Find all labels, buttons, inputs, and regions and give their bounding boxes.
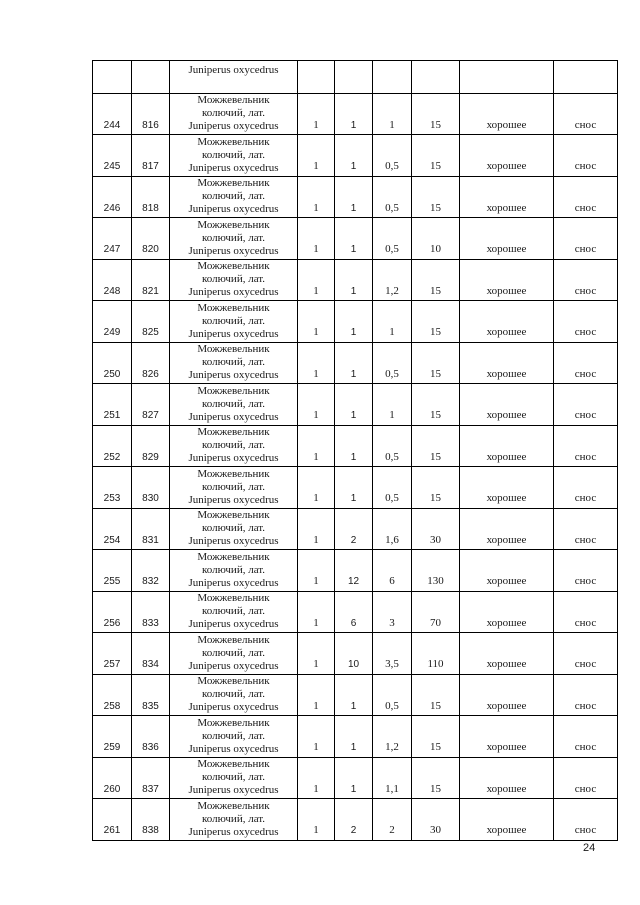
row-number-cell: 251 <box>93 384 132 426</box>
action-cell: снос <box>554 301 618 343</box>
action-cell: снос <box>554 716 618 758</box>
height-cell: 1,6 <box>373 508 412 550</box>
species-name-line: Juniperus oxycedrus <box>188 410 279 423</box>
row-number-cell: 261 <box>93 799 132 841</box>
diameter-cell: 130 <box>412 550 460 592</box>
inventory-table <box>92 60 618 841</box>
tree-id-cell: 833 <box>132 591 170 633</box>
species-name-line: Можжевельник <box>197 592 270 604</box>
species-name-line: колючий, лат. <box>201 812 266 825</box>
species-name-cell <box>170 425 298 467</box>
height-cell: 1 <box>373 94 412 135</box>
species-name-cell <box>170 218 298 260</box>
row-number-cell: 245 <box>93 135 132 177</box>
species-name-line: колючий, лат. <box>201 397 266 410</box>
height-cell: 1 <box>373 301 412 343</box>
action-cell: снос <box>554 633 618 675</box>
height-cell <box>373 61 412 94</box>
tree-id-cell: 821 <box>132 259 170 301</box>
action-cell: снос <box>554 135 618 177</box>
tree-id-cell: 820 <box>132 218 170 260</box>
row-number-cell: 259 <box>93 716 132 758</box>
row-number-cell: 258 <box>93 674 132 716</box>
species-name-line: Juniperus oxycedrus <box>188 576 279 589</box>
trunks-cell: 10 <box>335 633 373 675</box>
inventory-table-body <box>93 61 618 841</box>
tree-id-cell: 834 <box>132 633 170 675</box>
diameter-cell: 110 <box>412 633 460 675</box>
row-number-cell: 255 <box>93 550 132 592</box>
species-name-line: Juniperus oxycedrus <box>188 535 279 547</box>
species-name-cell <box>170 342 298 384</box>
species-name-line: Можжевельник <box>197 94 270 106</box>
tree-id-cell: 837 <box>132 757 170 799</box>
species-name-cell <box>170 674 298 716</box>
diameter-cell: 15 <box>412 384 460 426</box>
species-name-line: Juniperus oxycedrus <box>188 369 279 381</box>
species-name-line: Можжевельник <box>197 758 270 770</box>
species-name-cell <box>170 135 298 177</box>
table-row <box>93 301 618 343</box>
diameter-cell: 15 <box>412 301 460 343</box>
height-cell: 1,1 <box>373 757 412 799</box>
count-cell: 1 <box>298 135 335 177</box>
trunks-cell: 1 <box>335 342 373 384</box>
species-name-line: Juniperus oxycedrus <box>188 825 279 838</box>
species-name-line: колючий, лат. <box>201 688 266 700</box>
species-name-cell <box>170 799 298 841</box>
row-number-cell: 246 <box>93 176 132 218</box>
table-row <box>93 176 618 218</box>
species-name-line: Можжевельник <box>197 343 270 355</box>
species-name-line: Можжевельник <box>197 218 270 231</box>
trunks-cell: 1 <box>335 259 373 301</box>
species-name-line: Juniperus oxycedrus <box>188 618 279 630</box>
diameter-cell: 15 <box>412 425 460 467</box>
count-cell: 1 <box>298 716 335 758</box>
condition-cell: хорошее <box>460 633 554 675</box>
row-number-cell: 253 <box>93 467 132 509</box>
trunks-cell: 1 <box>335 176 373 218</box>
count-cell: 1 <box>298 176 335 218</box>
tree-id-cell: 829 <box>132 425 170 467</box>
table-row <box>93 757 618 799</box>
species-name-line: Можжевельник <box>197 509 270 521</box>
table-row <box>93 674 618 716</box>
species-name-line: Juniperus oxycedrus <box>188 286 279 298</box>
tree-id-cell: 825 <box>132 301 170 343</box>
species-name-line: Можжевельник <box>197 135 270 148</box>
species-name-cell <box>170 508 298 550</box>
count-cell: 1 <box>298 259 335 301</box>
tree-id-cell: 836 <box>132 716 170 758</box>
diameter-cell: 15 <box>412 757 460 799</box>
height-cell: 1 <box>373 384 412 426</box>
tree-id-cell: 826 <box>132 342 170 384</box>
count-cell: 1 <box>298 218 335 260</box>
condition-cell: хорошее <box>460 674 554 716</box>
species-name-line: Можжевельник <box>197 260 270 272</box>
table-row <box>93 716 618 758</box>
page-number: 24 <box>583 842 596 854</box>
table-row <box>93 342 618 384</box>
condition-cell: хорошее <box>460 716 554 758</box>
condition-cell: хорошее <box>460 550 554 592</box>
condition-cell: хорошее <box>460 94 554 135</box>
species-name-line: Juniperus oxycedrus <box>188 701 279 713</box>
species-name-line: Juniperus oxycedrus <box>188 120 279 132</box>
condition-cell: хорошее <box>460 425 554 467</box>
species-name-line: Juniperus oxycedrus <box>188 203 279 215</box>
table-row <box>93 218 618 260</box>
species-name-line: Juniperus oxycedrus <box>188 161 279 174</box>
condition-cell: хорошее <box>460 176 554 218</box>
species-name-cell <box>170 757 298 799</box>
count-cell: 1 <box>298 550 335 592</box>
condition-cell: хорошее <box>460 757 554 799</box>
count-cell: 1 <box>298 425 335 467</box>
count-cell: 1 <box>298 591 335 633</box>
row-number-cell: 248 <box>93 259 132 301</box>
species-name-line: колючий, лат. <box>201 771 266 783</box>
action-cell: снос <box>554 384 618 426</box>
table-row <box>93 61 618 94</box>
action-cell: снос <box>554 508 618 550</box>
species-name-cell <box>170 633 298 675</box>
row-number-cell: 257 <box>93 633 132 675</box>
count-cell: 1 <box>298 799 335 841</box>
height-cell: 0,5 <box>373 467 412 509</box>
trunks-cell: 1 <box>335 301 373 343</box>
action-cell: снос <box>554 550 618 592</box>
diameter-cell: 15 <box>412 259 460 301</box>
action-cell: снос <box>554 218 618 260</box>
diameter-cell <box>412 61 460 94</box>
height-cell: 0,5 <box>373 425 412 467</box>
count-cell: 1 <box>298 508 335 550</box>
diameter-cell: 70 <box>412 591 460 633</box>
table-row <box>93 591 618 633</box>
species-name-line: Juniperus oxycedrus <box>188 493 279 506</box>
count-cell: 1 <box>298 94 335 135</box>
species-name-line: Можжевельник <box>197 426 270 438</box>
species-name-line: Можжевельник <box>197 384 270 397</box>
tree-id-cell: 827 <box>132 384 170 426</box>
species-name-line: колючий, лат. <box>201 729 266 742</box>
action-cell: снос <box>554 425 618 467</box>
trunks-cell: 1 <box>335 94 373 135</box>
count-cell: 1 <box>298 384 335 426</box>
species-name-cell <box>170 176 298 218</box>
row-number-cell: 247 <box>93 218 132 260</box>
trunks-cell: 2 <box>335 799 373 841</box>
tree-id-cell <box>132 61 170 94</box>
condition-cell: хорошее <box>460 218 554 260</box>
table-row <box>93 425 618 467</box>
height-cell: 0,5 <box>373 218 412 260</box>
condition-cell: хорошее <box>460 591 554 633</box>
count-cell: 1 <box>298 467 335 509</box>
species-name-line: колючий, лат. <box>201 190 266 202</box>
species-name-cell <box>170 550 298 592</box>
action-cell: снос <box>554 259 618 301</box>
tree-id-cell: 831 <box>132 508 170 550</box>
height-cell: 0,5 <box>373 674 412 716</box>
species-name-cell <box>170 259 298 301</box>
species-name-line: колючий, лат. <box>201 273 266 285</box>
count-cell <box>298 61 335 94</box>
species-name-line: Можжевельник <box>197 716 270 729</box>
species-name-line: колючий, лат. <box>201 522 266 534</box>
trunks-cell: 1 <box>335 467 373 509</box>
diameter-cell: 30 <box>412 799 460 841</box>
action-cell: снос <box>554 176 618 218</box>
height-cell: 0,5 <box>373 342 412 384</box>
height-cell: 3 <box>373 591 412 633</box>
diameter-cell: 15 <box>412 342 460 384</box>
condition-cell: хорошее <box>460 467 554 509</box>
species-name-line: колючий, лат. <box>201 439 266 451</box>
action-cell <box>554 61 618 94</box>
species-name-line: колючий, лат. <box>201 480 266 493</box>
row-number-cell: 254 <box>93 508 132 550</box>
diameter-cell: 15 <box>412 135 460 177</box>
species-name-line: Juniperus oxycedrus <box>188 327 279 340</box>
table-row <box>93 259 618 301</box>
species-name-cell <box>170 94 298 135</box>
tree-id-cell: 816 <box>132 94 170 135</box>
height-cell: 6 <box>373 550 412 592</box>
action-cell: снос <box>554 757 618 799</box>
trunks-cell: 1 <box>335 716 373 758</box>
trunks-cell: 2 <box>335 508 373 550</box>
row-number-cell: 250 <box>93 342 132 384</box>
species-name-cell <box>170 301 298 343</box>
trunks-cell: 1 <box>335 674 373 716</box>
count-cell: 1 <box>298 674 335 716</box>
species-name-line: Juniperus oxycedrus <box>188 784 279 796</box>
row-number-cell: 244 <box>93 94 132 135</box>
table-row <box>93 633 618 675</box>
table-row <box>93 508 618 550</box>
tree-id-cell: 817 <box>132 135 170 177</box>
diameter-cell: 15 <box>412 176 460 218</box>
diameter-cell: 15 <box>412 716 460 758</box>
count-cell: 1 <box>298 301 335 343</box>
action-cell: снос <box>554 591 618 633</box>
height-cell: 0,5 <box>373 176 412 218</box>
height-cell: 3,5 <box>373 633 412 675</box>
species-name-line: Можжевельник <box>197 467 270 480</box>
species-name-cell <box>170 384 298 426</box>
diameter-cell: 10 <box>412 218 460 260</box>
row-number-cell: 249 <box>93 301 132 343</box>
action-cell: снос <box>554 342 618 384</box>
species-name-line: Можжевельник <box>197 177 270 189</box>
condition-cell: хорошее <box>460 342 554 384</box>
table-row <box>93 135 618 177</box>
height-cell: 1,2 <box>373 259 412 301</box>
species-name-line: Можжевельник <box>197 633 270 646</box>
species-name-line: Juniperus oxycedrus <box>188 452 279 464</box>
action-cell: снос <box>554 674 618 716</box>
condition-cell: хорошее <box>460 135 554 177</box>
condition-cell: хорошее <box>460 384 554 426</box>
tree-id-cell: 818 <box>132 176 170 218</box>
trunks-cell: 1 <box>335 218 373 260</box>
trunks-cell: 12 <box>335 550 373 592</box>
species-name-line: колючий, лат. <box>201 646 266 659</box>
row-number-cell: 252 <box>93 425 132 467</box>
count-cell: 1 <box>298 757 335 799</box>
diameter-cell: 15 <box>412 674 460 716</box>
species-name-line: Juniperus oxycedrus <box>188 244 279 257</box>
table-row <box>93 467 618 509</box>
species-name-line: колючий, лат. <box>201 563 266 576</box>
species-name-line: Можжевельник <box>197 550 270 563</box>
species-name-line: колючий, лат. <box>201 107 266 119</box>
species-name-line: колючий, лат. <box>201 356 266 368</box>
table-row <box>93 94 618 135</box>
row-number-cell <box>93 61 132 94</box>
species-name-cell <box>170 716 298 758</box>
height-cell: 1,2 <box>373 716 412 758</box>
row-number-cell: 260 <box>93 757 132 799</box>
tree-id-cell: 835 <box>132 674 170 716</box>
table-row <box>93 384 618 426</box>
trunks-cell: 1 <box>335 384 373 426</box>
condition-cell <box>460 61 554 94</box>
species-name-cell <box>170 591 298 633</box>
action-cell: снос <box>554 94 618 135</box>
trunks-cell: 1 <box>335 425 373 467</box>
species-name-line: колючий, лат. <box>201 148 266 161</box>
species-name-line: колючий, лат. <box>201 314 266 327</box>
action-cell: снос <box>554 467 618 509</box>
species-name-cell <box>170 467 298 509</box>
species-name-line: Можжевельник <box>197 301 270 314</box>
table-row <box>93 550 618 592</box>
tree-id-cell: 832 <box>132 550 170 592</box>
diameter-cell: 15 <box>412 467 460 509</box>
species-name-line: Можжевельник <box>197 675 270 687</box>
trunks-cell <box>335 61 373 94</box>
species-name-line: Juniperus oxycedrus <box>188 742 279 755</box>
species-name-cell: Juniperus oxycedrus <box>170 61 298 94</box>
row-number-cell: 256 <box>93 591 132 633</box>
species-name-line: Можжевельник <box>197 799 270 812</box>
height-cell: 0,5 <box>373 135 412 177</box>
species-name-line: колючий, лат. <box>201 231 266 244</box>
species-name-line: Juniperus oxycedrus <box>188 659 279 672</box>
height-cell: 2 <box>373 799 412 841</box>
action-cell: снос <box>554 799 618 841</box>
condition-cell: хорошее <box>460 508 554 550</box>
trunks-cell: 1 <box>335 135 373 177</box>
tree-id-cell: 830 <box>132 467 170 509</box>
condition-cell: хорошее <box>460 799 554 841</box>
diameter-cell: 15 <box>412 94 460 135</box>
trunks-cell: 6 <box>335 591 373 633</box>
table-row <box>93 799 618 841</box>
tree-id-cell: 838 <box>132 799 170 841</box>
diameter-cell: 30 <box>412 508 460 550</box>
condition-cell: хорошее <box>460 301 554 343</box>
count-cell: 1 <box>298 342 335 384</box>
condition-cell: хорошее <box>460 259 554 301</box>
count-cell: 1 <box>298 633 335 675</box>
trunks-cell: 1 <box>335 757 373 799</box>
species-name-line: колючий, лат. <box>201 605 266 617</box>
